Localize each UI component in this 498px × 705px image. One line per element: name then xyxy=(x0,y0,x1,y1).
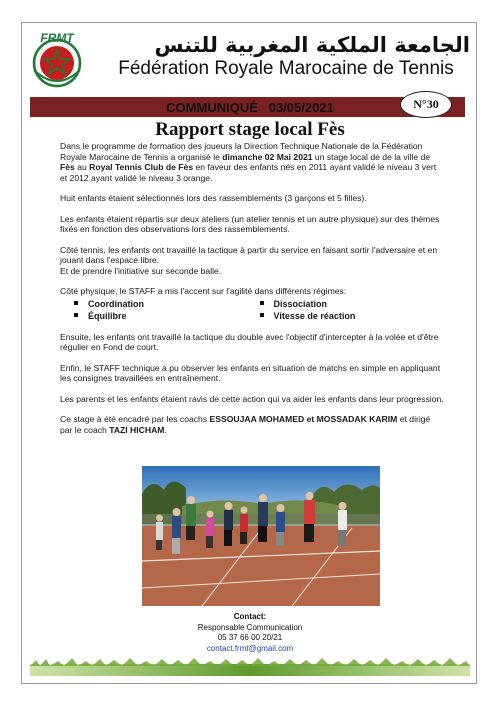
text-date: dimanche 02 Mai 2021 xyxy=(222,151,313,162)
communique-number-badge: N°30 xyxy=(400,91,452,118)
list-item xyxy=(260,310,446,322)
paragraph-matchs: Enfin, le STAFF technique a pu observer les enfants en situation de matchs en simple en appliquant les consignes travaillées en entraînement. xyxy=(60,362,441,383)
paragraph-selection: Huit enfants étaient sélectionnés lors des rassemblements (3 garçons et 5 filles). xyxy=(60,193,367,203)
text-director: TAZI HICHAM xyxy=(109,424,165,435)
frmt-logo xyxy=(26,30,88,90)
contact-role: Responsable Communication xyxy=(197,622,303,632)
paragraph-tennis xyxy=(60,245,445,277)
contact-heading: Contact: xyxy=(233,612,267,621)
paragraph-parents: Les parents et les enfants étaient ravis de cette action qui va aider les enfants dans leur progression. xyxy=(60,393,444,404)
text-club: Royal Tennis Club de Fès xyxy=(89,162,194,172)
list-item-label: Vitesse de réaction xyxy=(273,310,356,321)
communique-line xyxy=(100,100,400,115)
list-item xyxy=(74,298,260,310)
list-item xyxy=(74,310,260,322)
communique-label: COMMUNIQUÉ xyxy=(166,100,258,115)
communique-date: 03/05/2021 xyxy=(268,100,334,115)
contact-phone: 05 37 66 00 20/21 xyxy=(217,633,283,642)
text: en faveur des enfants nés en 2011 ayant validé le niveau 3 vert et 2012 ayant validé le niveau 3 orange. xyxy=(60,162,437,183)
contact-email-link[interactable]: contact.frmt@gmail.com xyxy=(206,643,294,653)
text: . xyxy=(164,424,167,435)
text-city: Fès xyxy=(60,162,75,172)
text: Et de prendre l'initiative sur seconde balle. xyxy=(60,265,222,276)
text: au xyxy=(74,162,90,172)
paragraph-double: Ensuite, les enfants ont travaillé la tactique du double avec l'objectif d'intercepter à la volée et d'être régulier en Fond de court. xyxy=(60,331,439,352)
regimes-col-left xyxy=(74,298,260,322)
list-item xyxy=(260,298,446,310)
text: Dans le programme de formation des joueurs la Direction Technique Nationale de la Fédération Royale Marocaine de Tennis a organisé le xyxy=(60,141,423,162)
text: Ce stage à été encadré par les coachs xyxy=(60,414,210,424)
paragraph-physique: Côté physique, le STAFF a mis l'accent sur l'agilité dans différents régimes: xyxy=(60,286,347,296)
list-item-label: Coordination xyxy=(88,298,144,309)
list-item-label: Équilibre xyxy=(88,310,127,321)
contact-block xyxy=(120,612,380,654)
bullet-icon xyxy=(260,313,264,317)
text: un stage local de de la ville de xyxy=(312,151,431,162)
grass-footer xyxy=(30,658,470,676)
text: et dirigé par le coach xyxy=(60,414,431,435)
arabic-title: الجامعة الملكية المغربية للتنس xyxy=(154,33,470,57)
report-body xyxy=(60,141,445,445)
text: Côté tennis, les enfants ont travaillé la tactique à partir du service en faisant sortir l'adversaire et en jouant dans l'espace libre. xyxy=(60,244,438,265)
bullet-icon xyxy=(260,301,264,305)
group-photo xyxy=(142,466,380,606)
french-title: Fédération Royale Marocaine de Tennis xyxy=(118,58,454,79)
regimes-list xyxy=(74,298,445,322)
report-title: Rapport stage local Fès xyxy=(155,119,345,140)
text-coachs: ESSOUJAA MOHAMED et MOSSADAK KARIM xyxy=(209,414,398,424)
paragraph-intro xyxy=(60,141,445,183)
paragraph-coachs xyxy=(60,414,445,435)
logo-text: FRMT xyxy=(40,31,74,45)
bullet-icon xyxy=(74,313,78,317)
paragraph-ateliers: Les enfants étaient répartis sur deux ateliers (un atelier tennis et un autre physique) sur des thèmes fixés en fonction des observations lors des rassemblements. xyxy=(60,213,440,234)
regimes-col-right xyxy=(260,298,446,322)
bullet-icon xyxy=(74,301,78,305)
list-item-label: Dissociation xyxy=(273,298,328,309)
